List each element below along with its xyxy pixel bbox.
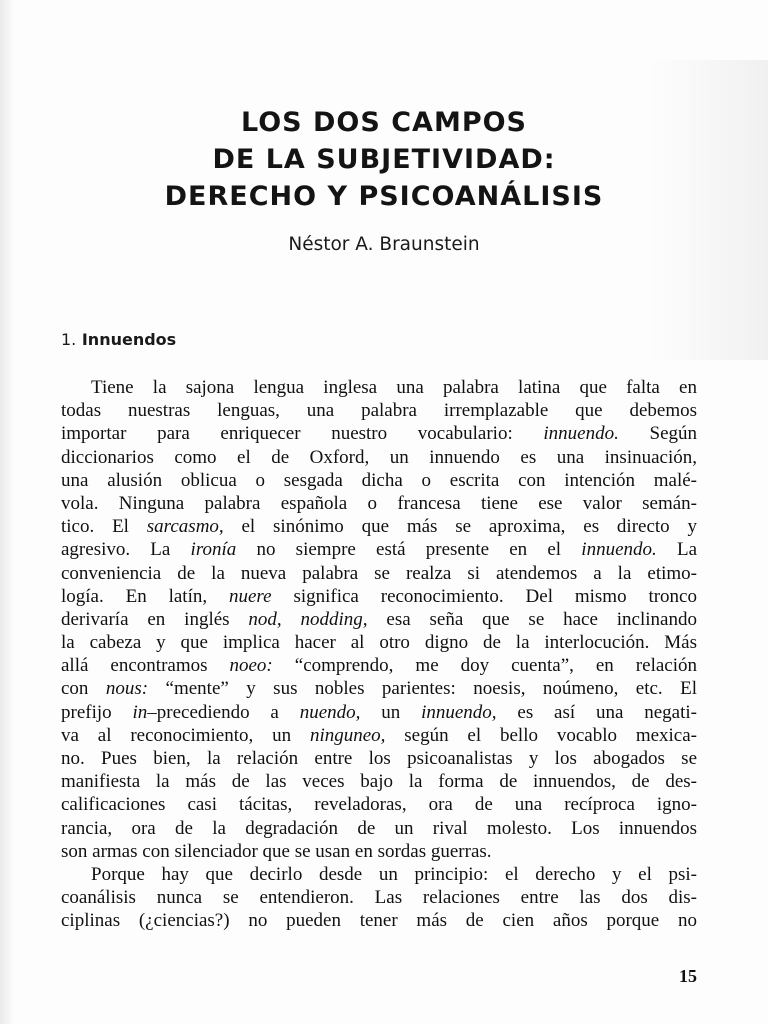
paragraph	[61, 863, 697, 933]
body-text	[61, 376, 697, 933]
text-line: importar para enriquecer nuestro vocabulario: innuendo. Según	[61, 423, 697, 445]
text-line: ciplinas (¿ciencias?) no pueden tener más de cien años porque no	[61, 910, 697, 932]
section-title: Innuendos	[81, 330, 177, 349]
text-line: conveniencia de la nueva palabra se realza si atendemos a la etimo-	[61, 562, 697, 584]
text-line: coanálisis nunca se entendieron. Las relaciones entre las dos dis-	[61, 887, 697, 909]
text-line: rancia, ora de la degradación de un rival molesto. Los innuendos	[61, 817, 697, 839]
text-line: no. Pues bien, la relación entre los psicoanalistas y los abogados se	[61, 748, 697, 769]
text-line: una alusión oblicua o sesgada dicha o escrita con intención malé-	[61, 469, 697, 491]
paragraph	[61, 376, 697, 863]
chapter-title-line: DE LA SUBJETIVIDAD:	[212, 144, 556, 175]
chapter-title	[0, 104, 768, 215]
chapter-title-line: LOS DOS CAMPOS	[240, 107, 528, 138]
text-line: agresivo. La ironía no siempre está presente en el innuendo. La	[61, 539, 697, 561]
text-line: derivaría en inglés nod, nodding, esa seña que se hace inclinando	[61, 608, 697, 630]
page-number: 15	[679, 966, 697, 986]
section-number: 1.	[61, 330, 77, 349]
text-line: todas nuestras lenguas, una palabra irremplazable que debemos	[61, 400, 697, 422]
text-line: prefijo in–precediendo a nuendo, un innuendo, es así una negati-	[61, 701, 697, 723]
text-line: manifiesta la más de las veces bajo la forma de innuendos, de des-	[61, 771, 697, 793]
text-line: tico. El sarcasmo, el sinónimo que más se aproxima, es directo y	[61, 516, 697, 538]
chapter-title-line: DERECHO Y PSICOANÁLISIS	[164, 181, 604, 212]
text-line: diccionarios como el de Oxford, un innuendo es una insinuación,	[61, 446, 697, 468]
text-line: con nous: “mente” y sus nobles parientes: noesis, noúmeno, etc. El	[61, 678, 697, 700]
author-name: Néstor A. Braunstein	[288, 234, 480, 255]
text-line: vola. Ninguna palabra española o francesa tiene ese valor semán-	[61, 492, 697, 514]
text-line: va al reconocimiento, un ninguneo, según el bello vocablo mexica-	[61, 724, 697, 746]
text-line: la cabeza y que implica hacer al otro digno de la interlocución. Más	[61, 632, 697, 654]
text-line: calificaciones casi tácitas, reveladoras, ora de una recíproca igno-	[61, 794, 697, 816]
text-line: Tiene la sajona lengua inglesa una palabra latina que falta en	[91, 377, 697, 398]
section-heading	[61, 330, 176, 349]
text-line: Porque hay que decirlo desde un principio: el derecho y el psi-	[91, 863, 697, 885]
text-line: logía. En latín, nuere significa reconocimiento. Del mismo tronco	[61, 585, 697, 607]
text-line: allá encontramos noeo: “comprendo, me doy cuenta”, en relación	[61, 655, 697, 677]
text-line: son armas con silenciador que se usan en sordas guerras.	[61, 840, 492, 862]
